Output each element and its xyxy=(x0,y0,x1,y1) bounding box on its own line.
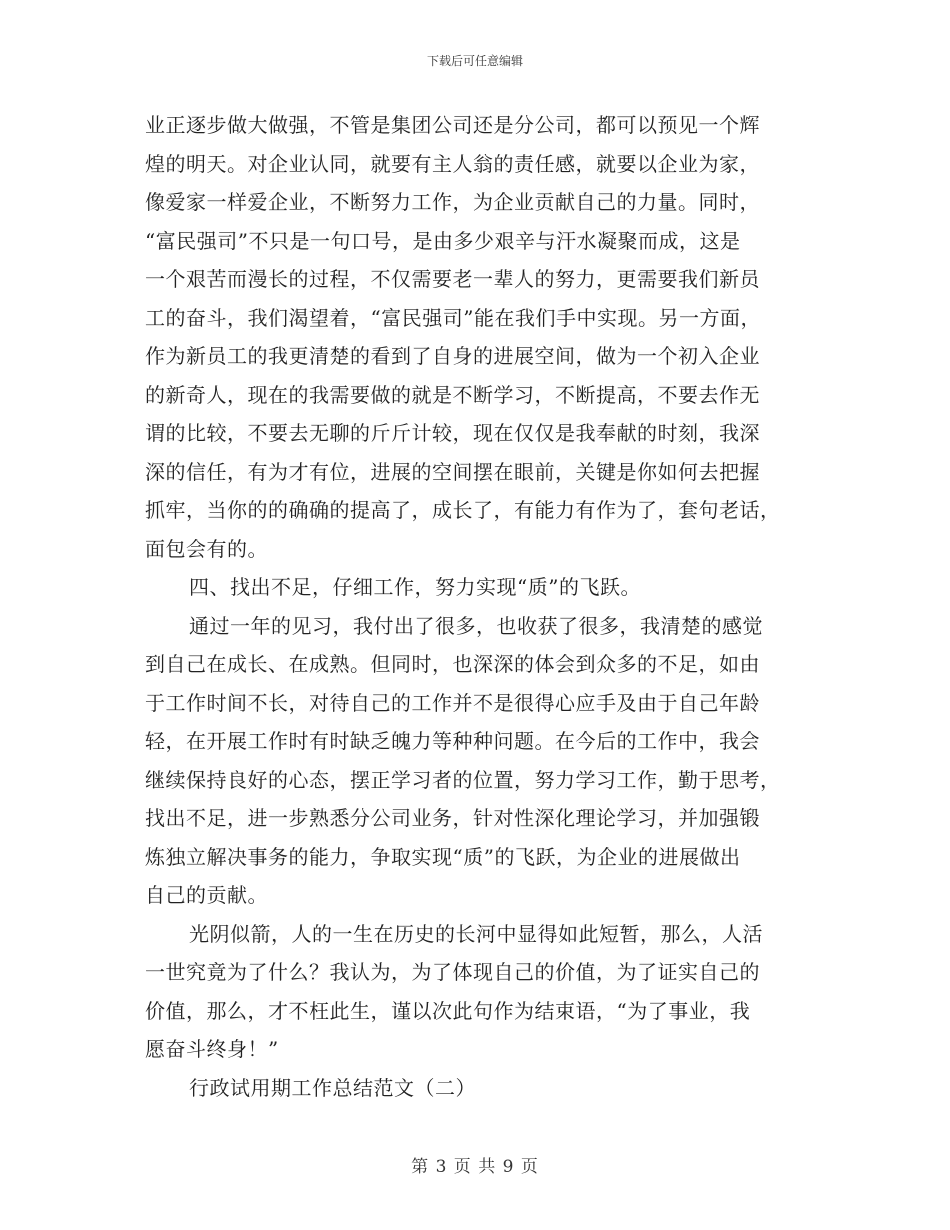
text-line: 炼独立解决事务的能力，争取实现“质”的飞跃，为企业的进展做出 xyxy=(145,844,741,869)
section-heading: 四、找出不足，仔细工作，努力实现“质”的飞跃。 xyxy=(189,575,641,599)
text-line: 像爱家一样爱企业，不断努力工作，为企业贡献自己的力量。同时， xyxy=(145,190,760,214)
text-line: 的新奇人，现在的我需要做的就是不断学习，不断提高，不要去作无 xyxy=(145,382,760,407)
text-line: 找出不足，进一步熟悉分公司业务，针对性深化理论学习，并加强锻 xyxy=(145,806,760,830)
page-header: 下载后可任意编辑 xyxy=(426,54,523,68)
text-line: 愿奋斗终身！” xyxy=(145,1037,279,1061)
text-line: “富民强司”不只是一句口号，是由多少艰辛与汗水凝聚而成，这是 xyxy=(145,228,741,253)
text-line: 抓牢，当你的的确确的提高了，成长了，有能力有作为了，套句老话， xyxy=(145,498,781,522)
text-line: 通过一年的见习，我付出了很多，也收获了很多，我清楚的感觉 xyxy=(189,613,763,638)
text-line: 光阴似箭，人的一生在历史的长河中显得如此短暂，那么，人活 xyxy=(189,921,763,946)
text-line: 于工作时间不长，对待自己的工作并不是很得心应手及由于自己年龄 xyxy=(145,690,760,715)
text-line: 轻，在开展工作时有时缺乏魄力等种种问题。在今后的工作中，我会 xyxy=(145,729,760,753)
text-line: 工的奋斗，我们渴望着，“富民强司”能在我们手中实现。另一方面， xyxy=(145,305,761,330)
text-line: 一世究竟为了什么？我认为，为了体现自己的价值，为了证实自己的 xyxy=(145,960,760,984)
text-line: 自己的贡献。 xyxy=(145,883,268,907)
text-line: 到自己在成长、在成熟。但同时，也深深的体会到众多的不足，如由 xyxy=(145,652,760,676)
page-number: 第 3 页 共 9 页 xyxy=(411,1157,539,1177)
text-line: 继续保持良好的心态，摆正学习者的位置，努力学习工作，勤于思考， xyxy=(145,767,781,792)
text-line: 业正逐步做大做强，不管是集团公司还是分公司，都可以预见一个辉 xyxy=(145,113,760,137)
text-line: 谓的比较，不要去无聊的斤斤计较，现在仅仅是我奉献的时刻，我深 xyxy=(145,421,760,445)
text-line: 作为新员工的我更清楚的看到了自身的进展空间，做为一个初入企业 xyxy=(145,344,760,368)
text-line: 一个艰苦而漫长的过程，不仅需要老一辈人的努力，更需要我们新员 xyxy=(145,267,760,291)
text-line: 煌的明天。对企业认同，就要有主人翁的责任感，就要以企业为家， xyxy=(145,151,760,176)
text-line: 价值，那么，才不枉此生，谨以次此句作为结束语，“为了事业，我 xyxy=(145,998,751,1023)
section-title: 行政试用期工作总结范文（二） xyxy=(189,1075,476,1100)
text-line: 面包会有的。 xyxy=(145,536,268,561)
document-body xyxy=(145,106,815,1107)
text-line: 深的信任，有为才有位，进展的空间摆在眼前，关键是你如何去把握 xyxy=(145,459,760,484)
